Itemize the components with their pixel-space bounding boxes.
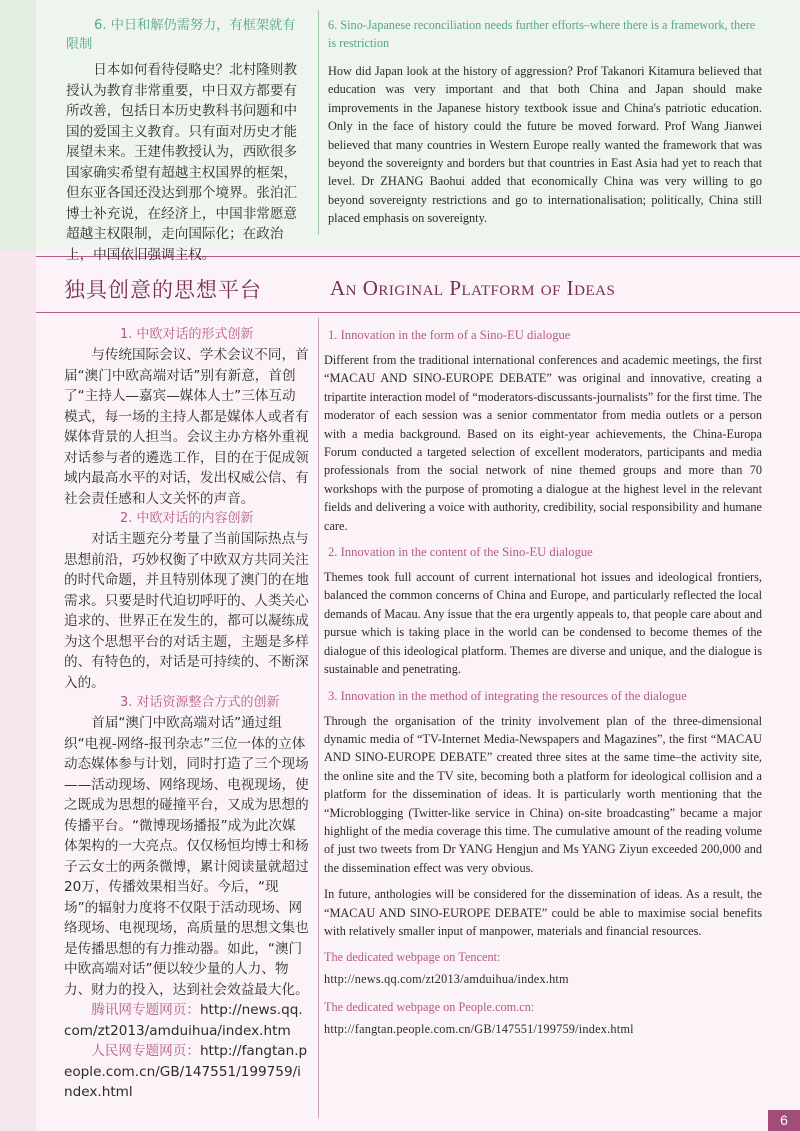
en-link-people-label: The dedicated webpage on People.com.cn:: [324, 1000, 535, 1015]
en-paragraph-4: In future, anthologies will be considered for the dissemination of ideas. As a result, the “MACAU AND SINO-EUROPE DEBATE” could be able to maximise social benefits with relatively smaller input of manpower, materials and financial resources.: [324, 887, 762, 938]
cn-link-tencent[interactable]: [64, 1000, 309, 1041]
top-column-divider: [318, 10, 319, 235]
cn-subheading-3: 3. 对话资源整合方式的创新: [120, 695, 280, 710]
en-paragraph-1: Different from the traditional international conferences and academic meetings, the first “MACAU AND SINO-EUROPE DEBATE” was original and innovative, creating a tripartite interaction model of “moderators-discussants-journalists” for the first time. The moderator of each session was a senior commentator from media outlets or a person with a media background. Based on its eight-year achievements, the China-Europa Forum conducted a targeted selection of excellent moderators, participants and media professionals from the social network of nine themed groups and more than 70 workshops with the purpose of promoting a dialogue at the highest level in the relevant fields and delivering a voice with authority, credibility, social responsibility and humane care.: [324, 353, 762, 533]
top-cn-body: 日本如何看待侵略史？北村隆则教授认为教育非常重要，中日双方都要有所改善，包括日本历史教科书问题和中国的爱国主义教育。只有面对历史才能展望未来。王建伟教授认为，西欧很多国家确实希望有超越主权国界的框架，但东亚各国还没达到那个境界。张泊汇博士补充说，在经济上，中国非常愿意超越主权限制，走向国际化；在政治上，中国依旧强调主权。: [66, 62, 298, 263]
cn-link-people-url[interactable]: http://fangtan.people.com.cn/GB/147551/199759/index.html: [64, 1043, 308, 1100]
cn-paragraph-2: 对话主题充分考量了当前国际热点与思想前沿，巧妙权衡了中欧双方共同关注的时代命题，并且特别体现了澳门的在地需求。只要是时代迫切呼吁的、人类关心追求的、世界正在发生的，都可以凝练成为这个思想平台的对话主题，主题是多样的、有特色的，对话是可持续的、不断深入的。: [64, 531, 309, 691]
cn-link-people-label: 人民网专题网页：: [91, 1043, 200, 1059]
cn-paragraph-3: 首届“澳门中欧高端对话”通过组织“电视-网络-报刊杂志”三位一体的立体动态媒体参与计划，同时打造了三个现场——活动现场、网络现场、电视现场，使之既成为思想的碰撞平台，又成为思想的传播平台。“微博现场播报”成为此次媒体架构的一大亮点。仅仅杨恒均博士和杨子云女士的两条微博，累计阅读量就超过20万，传播效果相当好。今后，“现场”的辐射力度将不仅限于活动现场、网络现场、电视现场，高质量的思想文集也是传播思想的有力推动器。如此，“澳门中欧高端对话”便以较少量的人力、物力、财力的投入，达到社会效益最大化。: [64, 715, 309, 998]
top-cn-column: [66, 16, 306, 265]
en-link-tencent-url[interactable]: http://news.qq.com/zt2013/amduihua/index.htm: [324, 971, 569, 986]
cn-link-tencent-url[interactable]: http://news.qq.com/zt2013/amduihua/index.htm: [64, 1002, 303, 1039]
en-paragraph-2: Themes took full account of current international hot issues and ideological frontiers, balanced the common concerns of China and Europe, and particularly reflected the local demands of Macau. Any issue that the era urgently appeals to, that people care about and pursue which is taking place in the world can be condensed to become themes of the dialogue of this ideological platform. Themes are diverse and unique, and the dialogue is sustainable and penetrating.: [324, 570, 762, 677]
top-en-heading: 6. Sino-Japanese reconciliation needs further efforts–where there is a framework, there is restriction: [328, 18, 756, 50]
cn-subheading-2: 2. 中欧对话的内容创新: [120, 511, 254, 526]
main-cn-column: [64, 325, 309, 1103]
en-subheading-2: 2. Innovation in the content of the Sino-EU dialogue: [328, 545, 593, 560]
en-paragraph-3: Through the organisation of the trinity involvement plan of the three-dimensional dynamic media of “TV-Internet Media-Newspapers and Magazines”, the first “MACAU AND SINO-EUROPE DEBATE” created three sites at the same time–the activity site, the online site and the TV site, becoming both a platform for ideological collision and a platform for the dissemination of ideas. It is particularly worth mentioning that the “Microblogging (Twitter-like service in China) on-site broadcasting” became a major highlight of the media coverage this time. The cumulative amount of the reading volume of just two tweets from Dr YANG Hengjun and Ms YANG Ziyun exceeded 200,000 and the dissemination effect was very obvious.: [324, 713, 762, 875]
top-en-column: [328, 16, 762, 236]
main-column-divider: [318, 318, 319, 1118]
cn-subheading-1: 1. 中欧对话的形式创新: [120, 327, 254, 342]
section-divider-bottom: [36, 312, 800, 313]
cn-link-people[interactable]: [64, 1041, 309, 1103]
cn-link-tencent-label: 腾讯网专题网页：: [91, 1002, 200, 1018]
main-en-column: [324, 326, 762, 1048]
section-title-cn: 独具创意的思想平台: [64, 278, 262, 302]
cn-paragraph-1: 与传统国际会议、学术会议不同，首届“澳门中欧高端对话”别有新意，首创了“主持人—嘉宾—媒体人士”三体互动模式，每一场的主持人都是媒体人或者有媒体背景的人担当。会议主办方格外重视对话参与者的遴选工作，目的在于促成领域内最高水平的对话，发出权威公信、有社会责任感和人文关怀的声音。: [64, 347, 309, 507]
section-title-en: An Original Platform of Ideas: [330, 276, 616, 300]
en-subheading-1: 1. Innovation in the form of a Sino-EU dialogue: [328, 328, 571, 342]
page-number: 6: [768, 1110, 800, 1131]
top-en-body: How did Japan look at the history of aggression? Prof Takanori Kitamura believed that education was very important and that both China and Japan should make improvements in the Japanese history textbook issue and China's patriotic education. Only in the face of history could the future be moved forward. Prof Wang Jianwei believed that many countries in Western Europe really wanted the framework that was beyond the sovereignty and borders but that countries in East Asia had yet to reach that level. Dr ZHANG Baohui added that economically China was very willing to go beyond sovereignty restrictions and go to internationalisation; politically, China still placed emphasis on sovereignty.: [328, 64, 762, 226]
en-link-tencent-label: The dedicated webpage on Tencent:: [324, 950, 501, 965]
en-subheading-3: 3. Innovation in the method of integrating the resources of the dialogue: [328, 688, 687, 703]
en-link-people-url[interactable]: http://fangtan.people.com.cn/GB/147551/199759/index.html: [324, 1021, 634, 1036]
left-margin-bar: [0, 250, 36, 1131]
top-cn-heading: 6. 中日和解仍需努力，有框架就有限制: [66, 18, 296, 52]
top-left-bar: [0, 0, 36, 250]
